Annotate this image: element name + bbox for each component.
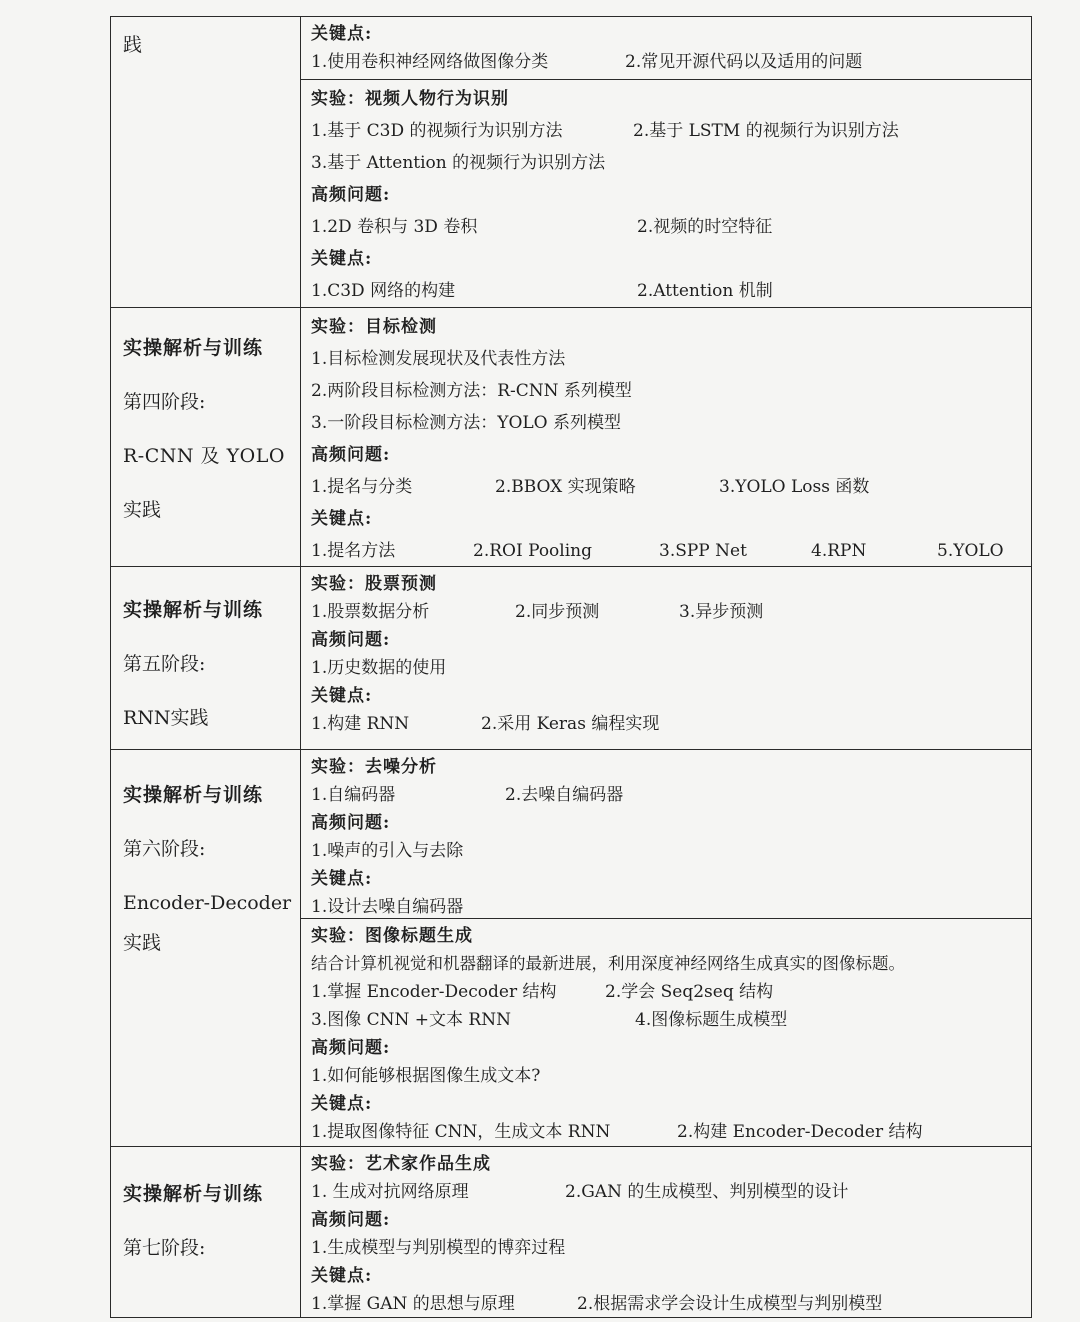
content-cell (301, 308, 1031, 566)
experiment-block (301, 79, 1031, 307)
content-line (311, 1118, 1023, 1146)
list-item: 1.自编码器 (311, 785, 396, 805)
experiment-block (301, 17, 1031, 79)
list-item: 3.一阶段目标检测方法：YOLO 系列模型 (311, 413, 622, 433)
list-item: 1. 生成对抗网络原理 (311, 1182, 469, 1202)
content-line (311, 893, 1023, 921)
content-line (311, 598, 1023, 626)
list-item: 2.视频的时空特征 (637, 217, 773, 237)
section-label: 关键点: (311, 249, 373, 269)
experiment-block (301, 750, 1031, 918)
stage-title: 实操解析与训练 (123, 784, 264, 806)
stage-cell (111, 1147, 301, 1317)
section-label: 实验：去噪分析 (311, 757, 437, 777)
list-item: 1.提名方法 (311, 541, 396, 561)
stage-topic: 实践 (123, 499, 162, 521)
list-item: 2.两阶段目标检测方法：R-CNN 系列模型 (311, 381, 632, 401)
content-line (311, 654, 1023, 682)
stage-text: 践 (123, 34, 143, 56)
stage-topic: 实践 (123, 932, 162, 954)
content-line (311, 407, 1023, 439)
list-item: 2.BBOX 实现策略 (495, 477, 636, 497)
stage-cell (111, 308, 301, 566)
content-line (311, 115, 1023, 147)
list-item: 1.生成模型与判别模型的博弈过程 (311, 1238, 566, 1258)
list-item: 1.2D 卷积与 3D 卷积 (311, 217, 478, 237)
stage-phase: 第六阶段: (123, 838, 206, 860)
table-row (111, 566, 1031, 749)
list-item: 2.GAN 的生成模型、判别模型的设计 (565, 1182, 849, 1202)
section-label: 关键点: (311, 869, 373, 889)
content-line (311, 837, 1023, 865)
list-item: 4.图像标题生成模型 (635, 1010, 788, 1030)
list-item: 5.YOLO (937, 541, 1004, 561)
section-label: 实验：股票预测 (311, 574, 437, 594)
content-line (311, 211, 1023, 243)
section-label: 高频问题: (311, 813, 391, 833)
experiment-block (301, 918, 1031, 1146)
table-row (111, 1146, 1031, 1317)
stage-cell (111, 17, 301, 307)
section-label: 高频问题: (311, 1038, 391, 1058)
stage-title: 实操解析与训练 (123, 337, 264, 359)
table-row (111, 307, 1031, 566)
list-item: 1.设计去噪自编码器 (311, 897, 464, 917)
stage-cell (111, 567, 301, 749)
stage-phase: 第四阶段: (123, 391, 206, 413)
content-line (311, 535, 1023, 567)
content-line (311, 978, 1023, 1006)
content-cell (301, 750, 1031, 1146)
stage-title: 实操解析与训练 (123, 1183, 264, 1205)
table-row (111, 749, 1031, 1146)
list-item: 1.C3D 网络的构建 (311, 281, 456, 301)
content-line (311, 343, 1023, 375)
content-line (311, 710, 1023, 738)
content-cell (301, 1147, 1031, 1317)
list-item: 1.构建 RNN (311, 714, 410, 734)
section-label: 高频问题: (311, 1210, 391, 1230)
list-item: 3.基于 Attention 的视频行为识别方法 (311, 153, 606, 173)
stage-phase: 第七阶段: (123, 1237, 206, 1259)
section-label: 实验：目标检测 (311, 317, 437, 337)
list-item: 2.同步预测 (515, 602, 600, 622)
list-item: 2.根据需求学会设计生成模型与判别模型 (577, 1294, 883, 1314)
list-item: 结合计算机视觉和机器翻译的最新进展，利用深度神经网络生成真实的图像标题。 (311, 954, 905, 973)
list-item: 2.常见开源代码以及适用的问题 (625, 52, 863, 72)
list-item: 2.去噪自编码器 (505, 785, 624, 805)
list-item: 2.学会 Seq2seq 结构 (605, 982, 774, 1002)
section-label: 关键点: (311, 686, 373, 706)
stage-topic: R-CNN 及 YOLO (123, 445, 285, 467)
content-line (311, 48, 1023, 76)
section-label: 关键点: (311, 1266, 373, 1286)
list-item: 1.掌握 Encoder-Decoder 结构 (311, 982, 557, 1002)
list-item: 2.基于 LSTM 的视频行为识别方法 (633, 121, 899, 141)
list-item: 1.如何能够根据图像生成文本? (311, 1066, 541, 1086)
stage-topic: RNN实践 (123, 707, 209, 729)
list-item: 1.提名与分类 (311, 477, 413, 497)
list-item: 1.历史数据的使用 (311, 658, 447, 678)
list-item: 3.异步预测 (679, 602, 764, 622)
content-line (311, 1006, 1023, 1034)
list-item: 3.图像 CNN +文本 RNN (311, 1010, 511, 1030)
section-label: 实验：图像标题生成 (311, 926, 473, 946)
content-line (311, 1062, 1023, 1090)
section-label: 关键点: (311, 24, 373, 44)
list-item: 2.ROI Pooling (473, 541, 592, 561)
stage-topic: Encoder-Decoder (123, 892, 292, 914)
section-label: 关键点: (311, 509, 373, 529)
content-line (311, 275, 1023, 307)
stage-cell (111, 750, 301, 1146)
section-label: 高频问题: (311, 445, 391, 465)
curriculum-table (110, 16, 1032, 1318)
section-label: 高频问题: (311, 185, 391, 205)
list-item: 1.使用卷积神经网络做图像分类 (311, 52, 549, 72)
table-row (111, 17, 1031, 307)
list-item: 1.掌握 GAN 的思想与原理 (311, 1294, 515, 1314)
content-line (311, 950, 1023, 978)
content-line (311, 147, 1023, 179)
list-item: 4.RPN (811, 541, 867, 561)
content-line (311, 471, 1023, 503)
content-line (311, 375, 1023, 407)
section-label: 高频问题: (311, 630, 391, 650)
list-item: 2.构建 Encoder-Decoder 结构 (677, 1122, 923, 1142)
stage-title: 实操解析与训练 (123, 599, 264, 621)
content-line (311, 1234, 1023, 1262)
content-line (311, 781, 1023, 809)
list-item: 1.提取图像特征 CNN，生成文本 RNN (311, 1122, 611, 1142)
list-item: 2.采用 Keras 编程实现 (481, 714, 660, 734)
list-item: 1.目标检测发展现状及代表性方法 (311, 349, 566, 369)
content-cell (301, 17, 1031, 307)
list-item: 2.Attention 机制 (637, 281, 773, 301)
section-label: 实验：艺术家作品生成 (311, 1154, 491, 1174)
content-line (311, 1290, 1023, 1318)
list-item: 1.噪声的引入与去除 (311, 841, 464, 861)
list-item: 1.基于 C3D 的视频行为识别方法 (311, 121, 563, 141)
stage-phase: 第五阶段: (123, 653, 206, 675)
content-cell (301, 567, 1031, 749)
content-line (311, 1178, 1023, 1206)
list-item: 3.YOLO Loss 函数 (719, 477, 870, 497)
section-label: 实验：视频人物行为识别 (311, 89, 509, 109)
list-item: 3.SPP Net (659, 541, 747, 561)
section-label: 关键点: (311, 1094, 373, 1114)
list-item: 1.股票数据分析 (311, 602, 430, 622)
